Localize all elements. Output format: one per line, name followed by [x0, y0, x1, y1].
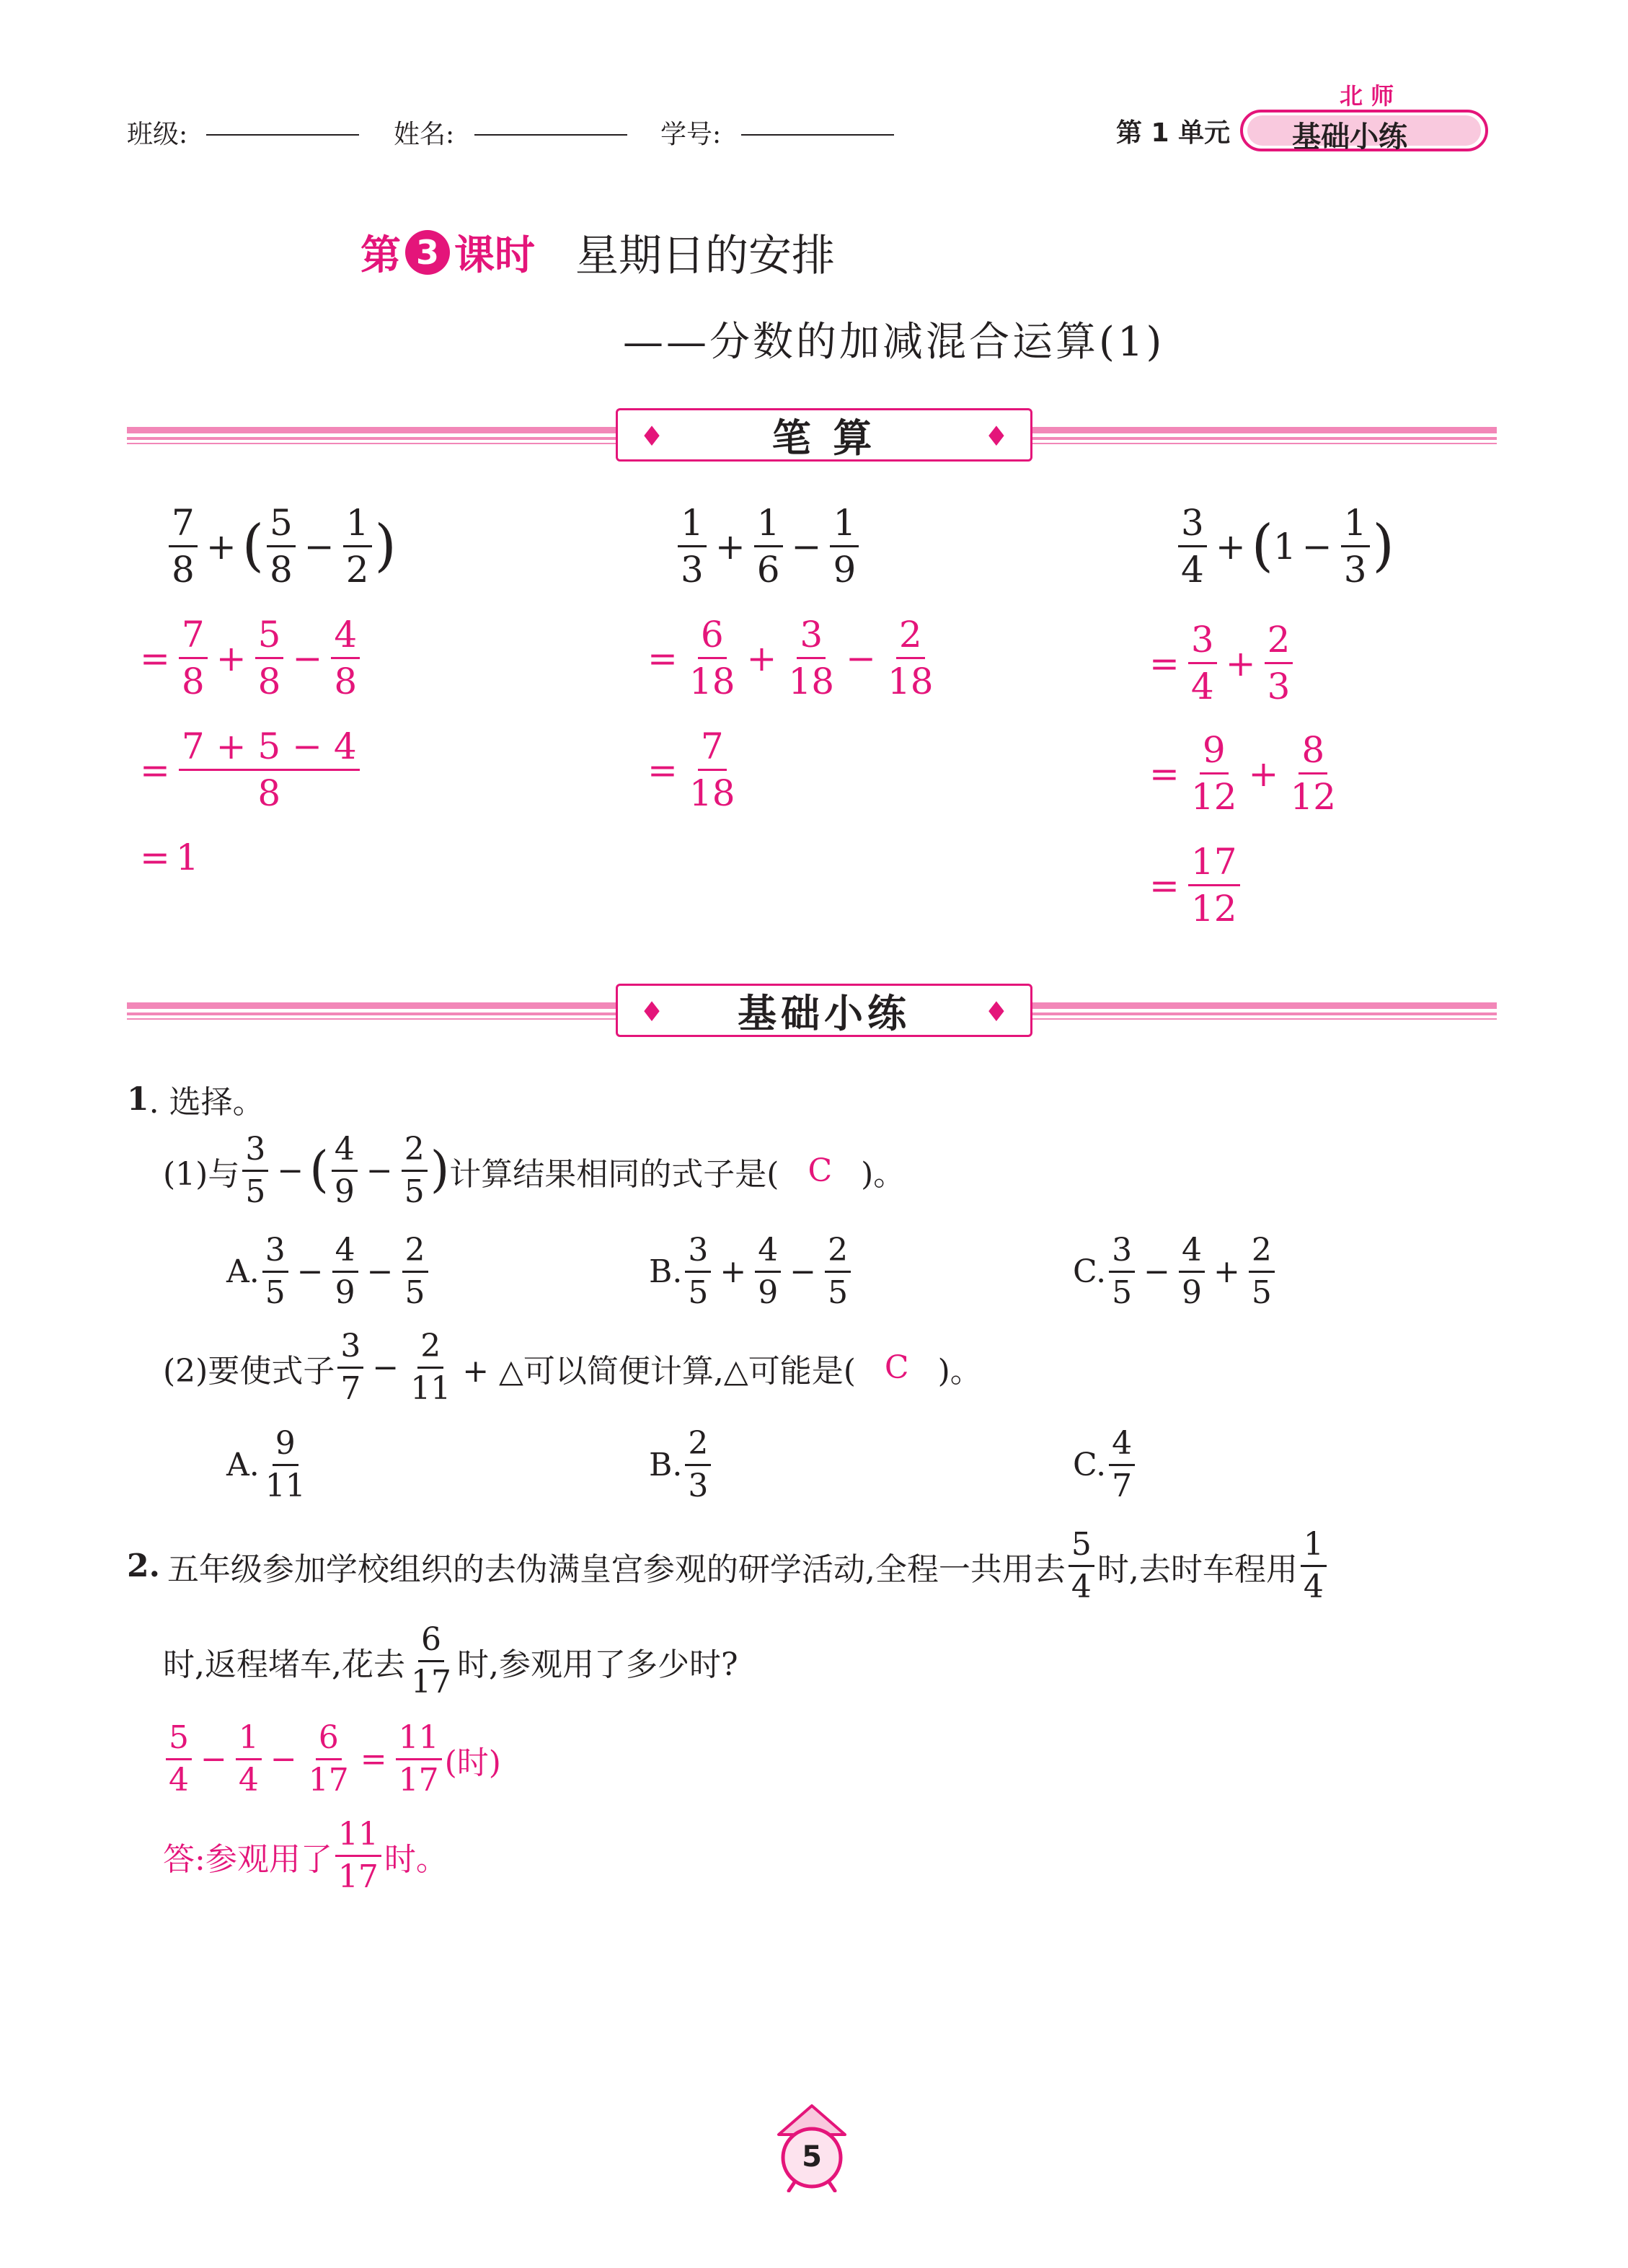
question-1-title: 1 . 选择。 — [127, 1080, 265, 1121]
class-label: 班级: — [127, 120, 188, 149]
option-1-1-a[interactable]: A. $\frac{3}{5}$ − $\frac{4}{9}$ − $\frac{2}{5}$ — [226, 1235, 431, 1309]
answer-1-1: C — [808, 1152, 833, 1189]
lesson-number: 3 — [415, 233, 439, 272]
brand-logo — [1240, 78, 1500, 157]
name-field[interactable] — [474, 108, 627, 136]
page-subtitle: ——分数的加减混合运算(1) — [623, 319, 1165, 366]
calc-1-step-2: = $\frac{7 + 5 - 4}{8}$ — [134, 728, 363, 811]
diamond-icon: ♦ — [640, 996, 665, 1028]
question-2-line-2: 时,返程堵车,花去 $\frac{6}{17}$ 时,参观用了多少时? — [163, 1621, 738, 1700]
lesson-suffix: 课时 — [454, 232, 535, 279]
lesson-title — [360, 224, 835, 281]
calc-1-question: $\frac{7}{8}$ + ( $\frac{5}{8}$ − $\frac{1}{2}$ ) — [166, 505, 397, 588]
brand-main: 基础小练 — [1292, 120, 1407, 154]
page-title: 星期日的安排 — [575, 231, 835, 281]
answer-1-2: C — [884, 1349, 909, 1386]
calc-2-step-2: = $\frac{7}{18}$ — [647, 725, 735, 814]
diamond-icon: ♦ — [640, 420, 665, 452]
diamond-icon: ♦ — [983, 420, 1009, 452]
section-title-written: 笔 算 — [771, 415, 877, 461]
question-1-part-2: (2)要使式子 $\frac{3}{7}$ − $\frac{2}{11}$ + △可以简便计算,△可能是( C )。 — [163, 1328, 982, 1407]
lesson-prefix: 第 — [360, 232, 401, 279]
option-1-2-c[interactable]: C. $\frac{4}{7}$ — [1073, 1428, 1138, 1502]
calc-3-question: $\frac{3}{4}$ + ( 1 − $\frac{1}{3}$ ) — [1175, 505, 1394, 588]
page-number-badge — [769, 2103, 855, 2192]
calc-2-step-1: = $\frac{6}{18}$ + $\frac{3}{18}$ − $\frac{2}{18}$ — [647, 614, 934, 702]
brand-top: 北 师 — [1340, 82, 1394, 110]
name-label: 姓名: — [394, 120, 455, 149]
page-number: 5 — [802, 2140, 822, 2174]
calc-1-step-1: = $\frac{7}{8}$ + $\frac{5}{8}$ − $\frac{4}{8}$ — [134, 617, 363, 700]
section-header-written — [616, 408, 1032, 462]
lesson-number-badge — [405, 230, 450, 275]
section-header-practice — [616, 984, 1032, 1037]
class-field[interactable] — [206, 108, 359, 136]
calc-1-step-3: = 1 — [140, 837, 199, 878]
question-2-answer: 答:参观用了 $\frac{11}{17}$ 时。 — [163, 1816, 448, 1895]
question-2-solution: $\frac{5}{4}$ − $\frac{1}{4}$ − $\frac{6}{17}$ = $\frac{11}{17}$ (时) — [163, 1722, 501, 1796]
student-id-label: 学号: — [660, 120, 722, 149]
option-1-1-b[interactable]: B. $\frac{3}{5}$ + $\frac{4}{9}$ − $\frac{2}{5}$ — [649, 1235, 854, 1309]
option-1-2-b[interactable]: B. $\frac{2}{3}$ — [649, 1428, 714, 1502]
calc-3-step-2: = $\frac{9}{12}$ + $\frac{8}{12}$ — [1149, 729, 1337, 818]
calc-3-step-1: = $\frac{3}{4}$ + $\frac{2}{3}$ — [1143, 622, 1296, 705]
calc-2-question: $\frac{1}{3}$ + $\frac{1}{6}$ − $\frac{1}{9}$ — [675, 505, 862, 588]
student-id-field[interactable] — [741, 108, 894, 136]
option-1-2-a[interactable]: A. $\frac{9}{11}$ — [226, 1425, 306, 1504]
question-1-part-1: (1)与 $\frac{3}{5}$ − ( $\frac{4}{9}$ − $\frac{2}{5}$ ) 计算结果相同的式子是( C )。 — [163, 1131, 906, 1210]
question-2-line-1: 2. 五年级参加学校组织的去伪满皇宫参观的研学活动,全程一共用去 $\frac{5}{4}$ 时,去时车程用 $\frac{1}{4}$ — [127, 1529, 1330, 1603]
calc-3-step-3: = $\frac{17}{12}$ — [1143, 844, 1243, 927]
unit-label: 第 1 单元 — [1116, 118, 1231, 148]
diamond-icon: ♦ — [983, 996, 1009, 1028]
section-title-practice: 基础小练 — [738, 990, 911, 1036]
option-1-1-c[interactable]: C. $\frac{3}{5}$ − $\frac{4}{9}$ + $\frac{2}{5}$ — [1073, 1235, 1278, 1309]
